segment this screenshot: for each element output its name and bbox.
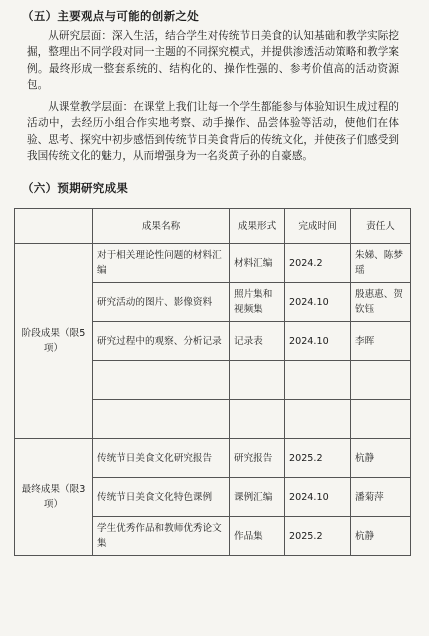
result-name: 对于相关理论性问题的材料汇编 xyxy=(93,244,230,283)
result-name: 传统节日美食文化特色课例 xyxy=(93,478,230,517)
paragraph-classroom-level: 从课堂教学层面：在课堂上我们让每一个学生都能参与体验知识生成过程的活动中，去经历小组合作实地考察、动手操作、品尝体验等活动，使他们在体验、思考、探究中初步感悟到传统节日美食背后的传统文化，并使孩子们感受到我国传统文化的魅力，从而增强身为一名炎黄子孙的自豪感。 xyxy=(27,101,399,163)
header-person: 责任人 xyxy=(351,209,411,244)
result-name: 研究活动的图片、影像资料 xyxy=(93,283,230,322)
result-time: 2025.2 xyxy=(285,517,351,556)
result-form: 材料汇编 xyxy=(230,244,285,283)
result-name xyxy=(93,400,230,439)
header-name: 成果名称 xyxy=(93,209,230,244)
result-name: 学生优秀作品和教师优秀论文集 xyxy=(93,517,230,556)
result-form: 课例汇编 xyxy=(230,478,285,517)
result-time xyxy=(285,400,351,439)
result-time: 2024.10 xyxy=(285,322,351,361)
table-header-row xyxy=(15,209,411,244)
result-time: 2024.10 xyxy=(285,478,351,517)
section-5-title: （五）主要观点与可能的创新之处 xyxy=(22,9,199,23)
paragraph-research-level: 从研究层面：深入生活，结合学生对传统节日美食的认知基础和教学实际挖掘，整理出不同学段对同一主题的不同探究模式，并提供渗透活动策略和教学案例。最终形成一整套系统的、结构化的、操作性强的、参考价值高的活动资源包。 xyxy=(27,30,399,92)
result-person: 李晖 xyxy=(351,322,411,361)
result-name: 研究过程中的观察、分析记录 xyxy=(93,322,230,361)
result-time xyxy=(285,361,351,400)
stage-label: 最终成果（限3项） xyxy=(15,439,93,556)
section-6-title: （六）预期研究成果 xyxy=(22,181,129,195)
result-person: 潘菊萍 xyxy=(351,478,411,517)
result-person: 朱娣、陈梦瑶 xyxy=(351,244,411,283)
result-person xyxy=(351,361,411,400)
result-form xyxy=(230,400,285,439)
table-row xyxy=(15,244,411,283)
results-table xyxy=(14,208,411,556)
result-name: 传统节日美食文化研究报告 xyxy=(93,439,230,478)
table-row xyxy=(15,439,411,478)
result-person: 殷惠惠、贺钦钰 xyxy=(351,283,411,322)
header-blank-cell xyxy=(15,209,93,244)
result-time: 2024.10 xyxy=(285,283,351,322)
result-person: 杭静 xyxy=(351,517,411,556)
result-form: 记录表 xyxy=(230,322,285,361)
header-time: 完成时间 xyxy=(285,209,351,244)
result-person: 杭静 xyxy=(351,439,411,478)
header-form: 成果形式 xyxy=(230,209,285,244)
result-time: 2024.2 xyxy=(285,244,351,283)
result-person xyxy=(351,400,411,439)
result-form: 照片集和视频集 xyxy=(230,283,285,322)
result-form: 研究报告 xyxy=(230,439,285,478)
result-form: 作品集 xyxy=(230,517,285,556)
stage-label: 阶段成果（限5项） xyxy=(15,244,93,439)
result-time: 2025.2 xyxy=(285,439,351,478)
result-name xyxy=(93,361,230,400)
result-form xyxy=(230,361,285,400)
